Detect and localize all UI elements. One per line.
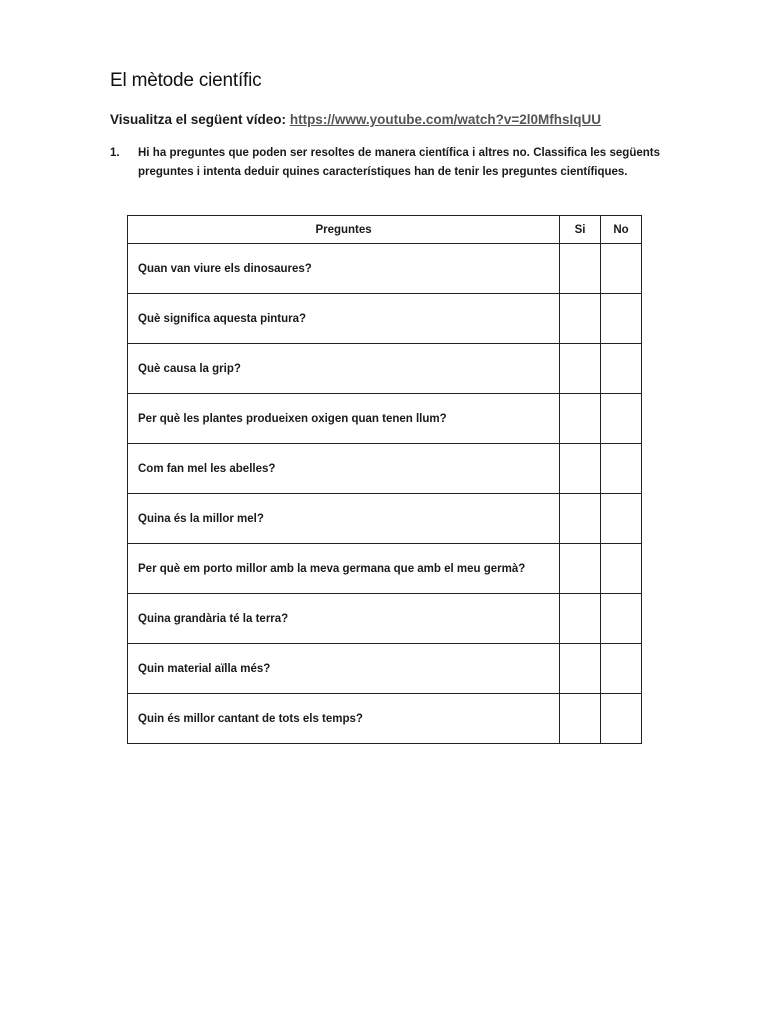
no-cell[interactable] xyxy=(601,694,642,744)
no-cell[interactable] xyxy=(601,344,642,394)
question-cell: Com fan mel les abelles? xyxy=(128,444,560,494)
video-label: Visualitza el següent vídeo: xyxy=(110,112,287,127)
no-cell[interactable] xyxy=(601,294,642,344)
table-row xyxy=(128,244,642,294)
question-number: 1. xyxy=(110,147,120,159)
table-row xyxy=(128,644,642,694)
video-link[interactable]: https://www.youtube.com/watch?v=2l0MfhsIqUU xyxy=(289,112,601,127)
si-cell[interactable] xyxy=(560,594,601,644)
question-cell: Quina és la millor mel? xyxy=(128,494,560,544)
table-row xyxy=(128,294,642,344)
table-header-row xyxy=(128,216,642,244)
page-title: El mètode científic xyxy=(110,70,262,91)
table-row xyxy=(128,594,642,644)
header-no: No xyxy=(601,216,642,244)
question-text: Hi ha preguntes que poden ser resoltes de manera científica i altres no. Classifica les següents preguntes i intenta deduir quines característiques han de tenir les preguntes científiques. xyxy=(138,147,660,178)
si-cell[interactable] xyxy=(560,394,601,444)
si-cell[interactable] xyxy=(560,644,601,694)
questions-table xyxy=(127,215,642,744)
no-cell[interactable] xyxy=(601,644,642,694)
question-cell: Què significa aquesta pintura? xyxy=(128,294,560,344)
no-cell[interactable] xyxy=(601,244,642,294)
table-row xyxy=(128,694,642,744)
question-cell: Per què em porto millor amb la meva germana que amb el meu germà? xyxy=(128,544,560,594)
video-instruction xyxy=(110,112,601,127)
no-cell[interactable] xyxy=(601,494,642,544)
no-cell[interactable] xyxy=(601,444,642,494)
question-1 xyxy=(110,144,660,182)
question-cell: Quina grandària té la terra? xyxy=(128,594,560,644)
si-cell[interactable] xyxy=(560,294,601,344)
table-row xyxy=(128,544,642,594)
si-cell[interactable] xyxy=(560,244,601,294)
table-row xyxy=(128,394,642,444)
no-cell[interactable] xyxy=(601,394,642,444)
table-row xyxy=(128,444,642,494)
header-si: Si xyxy=(560,216,601,244)
table-row xyxy=(128,494,642,544)
si-cell[interactable] xyxy=(560,344,601,394)
question-cell: Quan van viure els dinosaures? xyxy=(128,244,560,294)
question-cell: Què causa la grip? xyxy=(128,344,560,394)
si-cell[interactable] xyxy=(560,494,601,544)
no-cell[interactable] xyxy=(601,544,642,594)
table-row xyxy=(128,344,642,394)
header-preguntes: Preguntes xyxy=(128,216,560,244)
si-cell[interactable] xyxy=(560,544,601,594)
si-cell[interactable] xyxy=(560,694,601,744)
question-cell: Quin és millor cantant de tots els temps? xyxy=(128,694,560,744)
no-cell[interactable] xyxy=(601,594,642,644)
question-cell: Quin material aïlla més? xyxy=(128,644,560,694)
question-cell: Per què les plantes produeixen oxigen quan tenen llum? xyxy=(128,394,560,444)
si-cell[interactable] xyxy=(560,444,601,494)
